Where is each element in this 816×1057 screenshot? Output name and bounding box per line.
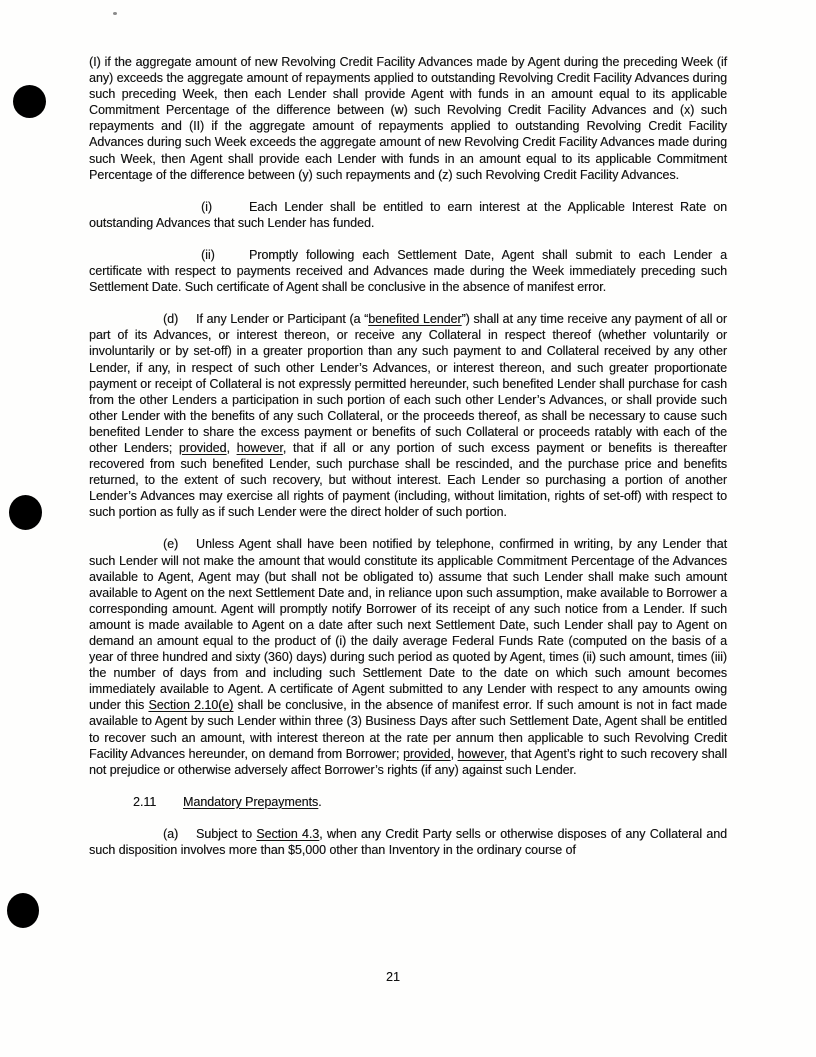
paragraph-clause-ii <box>89 247 727 295</box>
text-run: , <box>226 440 237 455</box>
paragraph-clause-d <box>89 311 727 520</box>
section-heading-2-11 <box>89 794 727 810</box>
hole-punch-bottom <box>7 893 39 928</box>
text-run: If any Lender or Participant (a “ <box>196 312 369 327</box>
page-number: 21 <box>386 970 400 984</box>
paragraph-clause-e <box>89 536 727 777</box>
text-run: Promptly following each Settlement Date, Agent shall submit to each Lender a certificate with respect to payments received and Advances made during the Week immediately preceding such Settlement Date. Such certificate of Agent shall be conclusive in the absence of manifest error. <box>89 247 727 295</box>
text-run: ”) shall at any time receive any payment of all or part of its Advances, or interest thereon, or receive any Collateral in respect thereof (whether voluntarily or involuntarily or by set-off) in a greater proportion than any such payment to and Collateral received by any other Lender, if any, in respect of such other Lender’s Advances, or interest thereon, and such greater proportionate payment or receipt of Collateral is not expressly permitted hereunder, such benefited Lender shall purchase for cash from the other Lenders a participation in such portion of each such other Lender’s Advances, or shall provide such other Lender with the benefits of any such Collateral, or the proceeds thereof, as shall be necessary to cause such benefited Lender to share the excess payment or benefits of such Collateral or proceeds ratably with each of the other Lenders; <box>89 312 727 455</box>
section-title-period: . <box>318 794 322 809</box>
text-run: Subject to <box>196 826 257 841</box>
emphasis-however: however <box>236 440 283 455</box>
scan-artifact-dot <box>113 12 117 15</box>
cross-reference-section-4-3: Section 4.3 <box>256 826 320 841</box>
text-run: , when any Credit Party sells or otherwise disposes of any Collateral and such disposition involves more than $5,000 other than Inventory in the ordinary course of <box>89 826 728 858</box>
cross-reference-section-2-10-e: Section 2.10(e) <box>148 698 234 713</box>
section-title: Mandatory Prepayments <box>183 794 319 809</box>
emphasis-however: however <box>457 746 504 761</box>
document-body <box>89 54 727 874</box>
clause-label-a: (a) <box>163 826 179 841</box>
text-run: , <box>450 746 458 761</box>
text-run: , that Agent’s right to such recovery shall not prejudice or otherwise adversely affect Borrower’s rights (if any) against such Lender. <box>89 746 727 777</box>
hole-punch-top <box>13 85 46 118</box>
emphasis-provided: provided <box>402 746 451 761</box>
section-number: 2.11 <box>133 794 157 809</box>
hole-punch-middle <box>9 495 42 530</box>
clause-label-ii: (ii) <box>201 247 215 262</box>
defined-term-benefited-lender: benefited Lender <box>368 312 462 327</box>
emphasis-provided: provided <box>178 440 227 455</box>
paragraph-clause-i <box>89 199 727 231</box>
text-run: Unless Agent shall have been notified by telephone, confirmed in writing, by any Lender that such Lender will not make the amount that would constitute its applicable Commitment Percentage of the Advances available to Agent, Agent may (but shall not be obligated to) assume that such Lender shall make such amount available to Agent on the next Settlement Date and, in reliance upon such assumption, make available to Borrower a corresponding amount. Agent will promptly notify Borrower of its receipt of any such notice from a Lender. If such amount is made available to Agent on a date after such next Settlement Date, such Lender shall pay to Agent on demand an amount equal to the product of (i) the daily average Federal Funds Rate (computed on the basis of a year of three hundred and sixty (360) days) during such period as quoted by Agent, times (ii) such amount, times (iii) the number of days from and including such Settlement Date to the date on which such amount becomes immediately available to Agent. A certificate of Agent submitted to any Lender with respect to any amounts owing under this <box>89 537 727 713</box>
text-run: Each Lender shall be entitled to earn interest at the Applicable Interest Rate on outstanding Advances that such Lender has funded. <box>89 199 727 230</box>
text-run: shall be conclusive, in the absence of manifest error. If such amount is not in fact made available to Agent by such Lender within three (3) Business Days after such Settlement Date, Agent shall be entitled to recover such an amount, with interest thereon at the rate per annum then applicable to such Revolving Credit Facility Advances hereunder, on demand from Borrower; <box>89 698 727 761</box>
clause-label-i: (i) <box>201 199 212 214</box>
text-run: , that if all or any portion of such excess payment or benefits is thereafter recovered from such benefited Lender, such purchase shall be rescinded, and the purchase price and benefits returned, to the extent of such recovery, but without interest. Each Lender so purchasing a portion of another Lender’s Advances may exercise all rights of payment (including, without limitation, rights of set-off) with respect to such portion as fully as if such Lender were the direct holder of such portion. <box>89 440 727 520</box>
paragraph-clause-I: (I) if the aggregate amount of new Revolving Credit Facility Advances made by Agent during the preceding Week (if any) exceeds the aggregate amount of repayments applied to outstanding Revolving Credit Facility Advances during such preceding Week, then each Lender shall provide Agent with funds in an amount equal to its applicable Commitment Percentage of the difference between (w) such Revolving Credit Facility Advances and (x) such repayments and (II) if the aggregate amount of repayments applied to outstanding Revolving Credit Facility Advances during such Week exceeds the aggregate amount of new Revolving Credit Facility Advances made during such Week, then Agent shall provide each Lender with funds in an amount equal to its applicable Commitment Percentage of the difference between (y) such repayments and (z) such Revolving Credit Facility Advances. <box>89 55 727 182</box>
clause-label-d: (d) <box>163 312 179 327</box>
paragraph-clause-a <box>89 826 727 858</box>
clause-label-e: (e) <box>163 537 179 552</box>
